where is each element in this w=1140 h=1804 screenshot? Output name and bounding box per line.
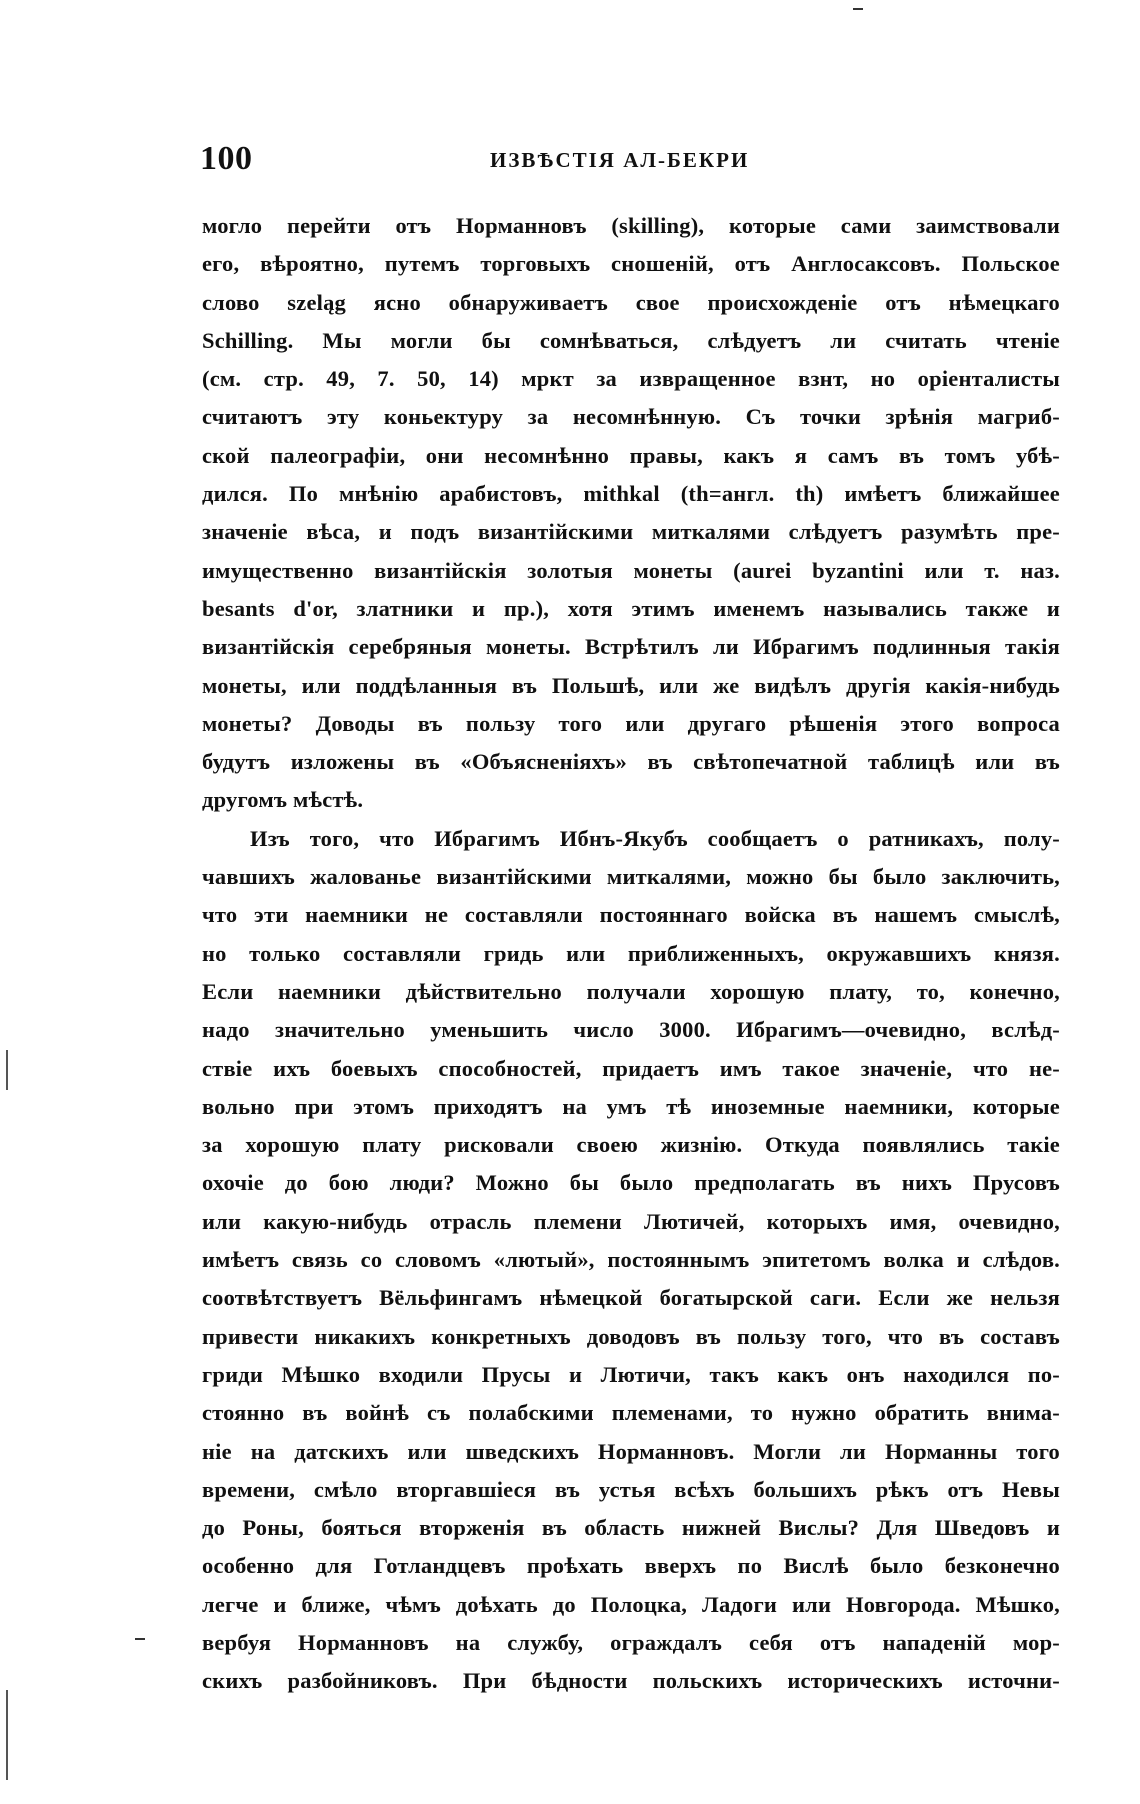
text-line: монеты? Доводы въ пользу того или другаго рѣшенія этого вопроса: [202, 710, 1060, 736]
scan-mark-top: [853, 8, 863, 10]
text-line: вербуя Норманновъ на службу, ограждалъ себя отъ нападеній мор-: [202, 1629, 1060, 1655]
text-line: ніе на датскихъ или шведскихъ Норманновъ. Могли ли Норманны того: [202, 1438, 1060, 1464]
text-line: другомъ мѣстѣ.: [202, 787, 364, 813]
paragraph-1: [202, 207, 1060, 820]
text-line: стоянно въ войнѣ съ полабскими племенами, то нужно обратить внима-: [202, 1400, 1060, 1426]
text-line: византійскія серебряныя монеты. Встрѣтилъ ли Ибрагимъ подлинныя такія: [202, 634, 1060, 660]
text-line: скихъ разбойниковъ. При бѣдности польскихъ историческихъ источни-: [202, 1668, 1060, 1694]
text-line: его, вѣроятно, путемъ торговыхъ сношеній, отъ Англосаксовъ. Польское: [202, 251, 1060, 277]
text-line: что эти наемники не составляли постояннаго войска въ нашемъ смыслѣ,: [202, 902, 1060, 928]
page-header: [200, 140, 1060, 180]
text-line: Schilling. Мы могли бы сомнѣваться, слѣдуетъ ли считать чтеніе: [202, 327, 1060, 353]
text-line: вольно при этомъ приходятъ на умъ тѣ иноземные наемники, которые: [202, 1093, 1060, 1119]
text-line: Если наемники дѣйствительно получали хорошую плату, то, конечно,: [202, 978, 1060, 1004]
page-number: 100: [200, 140, 253, 177]
text-line: имущественно византійскія золотыя монеты (aurei byzantini или т. наз.: [202, 557, 1060, 583]
text-line: слово szeląg ясно обнаруживаетъ свое происхожденіе отъ нѣмецкаго: [202, 289, 1060, 315]
text-line: ствіе ихъ боевыхъ способностей, придаетъ имъ такое значеніе, что не-: [202, 1055, 1060, 1081]
text-line: считаютъ эту коньектуру за несомнѣнную. Съ точки зрѣнія магриб-: [202, 404, 1060, 430]
text-line: besants d'or, златники и пр.), хотя этимъ именемъ назывались также и: [202, 595, 1060, 621]
text-line: ской палеографіи, они несомнѣнно правы, какъ я самъ въ томъ убѣ-: [202, 442, 1060, 468]
text-line: но только составляли гридь или приближенныхъ, окружавшихъ князя.: [202, 940, 1060, 966]
text-line: могло перейти отъ Норманновъ (skilling), которые сами заимствовали: [202, 213, 1060, 238]
text-line: Изъ того, что Ибрагимъ Ибнъ-Якубъ сообщаетъ о ратникахъ, полу-: [250, 825, 1060, 851]
text-line: за хорошую плату рисковали своею жизнію. Откуда появлялись такіе: [202, 1132, 1060, 1158]
running-title: ИЗВѢСТІЯ АЛ-БЕКРИ: [490, 148, 750, 172]
text-line: до Роны, бояться вторженія въ область нижней Вислы? Для Шведовъ и: [202, 1515, 1060, 1541]
text-line: привести никакихъ конкретныхъ доводовъ въ пользу того, что въ составъ: [202, 1323, 1060, 1349]
text-line: имѣетъ связь со словомъ «лютый», постояннымъ эпитетомъ волка и слѣдов.: [202, 1247, 1060, 1273]
scan-edge-mark: [6, 1050, 8, 1090]
text-line: гриди Мѣшко входили Прусы и Лютичи, такъ какъ онъ находился по-: [202, 1361, 1060, 1387]
text-line: монеты, или поддѣланныя въ Польшѣ, или же видѣлъ другія какія-нибудь: [202, 672, 1060, 698]
text-line: будутъ изложены въ «Объясненіяхъ» въ свѣтопечатной таблицѣ или въ: [202, 749, 1060, 775]
text-line: (см. стр. 49, 7. 50, 14) мркт за извращенное взнт, но оріенталисты: [202, 366, 1060, 392]
text-line: времени, смѣло вторгавшіеся въ устья всѣхъ большихъ рѣкъ отъ Невы: [202, 1476, 1060, 1502]
text-line: или какую-нибудь отрасль племени Лютичей, которыхъ имя, очевидно,: [202, 1208, 1060, 1234]
text-line: чавшихъ жалованье византійскими миткалями, можно бы было заключить,: [202, 864, 1060, 890]
text-line: дился. По мнѣнію арабистовъ, mithkal (th=англ. th) имѣетъ ближайшее: [202, 481, 1060, 507]
scan-edge-mark: [6, 1690, 8, 1780]
text-line: охочіе до бою люди? Можно бы было предполагать въ нихъ Прусовъ: [202, 1170, 1060, 1196]
text-line: легче и ближе, чѣмъ доѣхать до Полоцка, Ладоги или Новгорода. Мѣшко,: [202, 1591, 1060, 1617]
text-line: значеніе вѣса, и подъ византійскими миткалями слѣдуетъ разумѣть пре-: [202, 519, 1060, 545]
text-line: особенно для Готландцевъ проѣхать вверхъ по Вислѣ было безконечно: [202, 1553, 1060, 1579]
text-line: соотвѣтствуетъ Вёльфингамъ нѣмецкой богатырской саги. Если же нельзя: [202, 1285, 1060, 1311]
text-line: надо значительно уменьшить число 3000. Ибрагимъ—очевидно, вслѣд-: [202, 1017, 1060, 1043]
paragraph-2: [202, 820, 1060, 1701]
body-text: [202, 207, 1060, 1701]
scan-mark-left: [135, 1638, 145, 1640]
